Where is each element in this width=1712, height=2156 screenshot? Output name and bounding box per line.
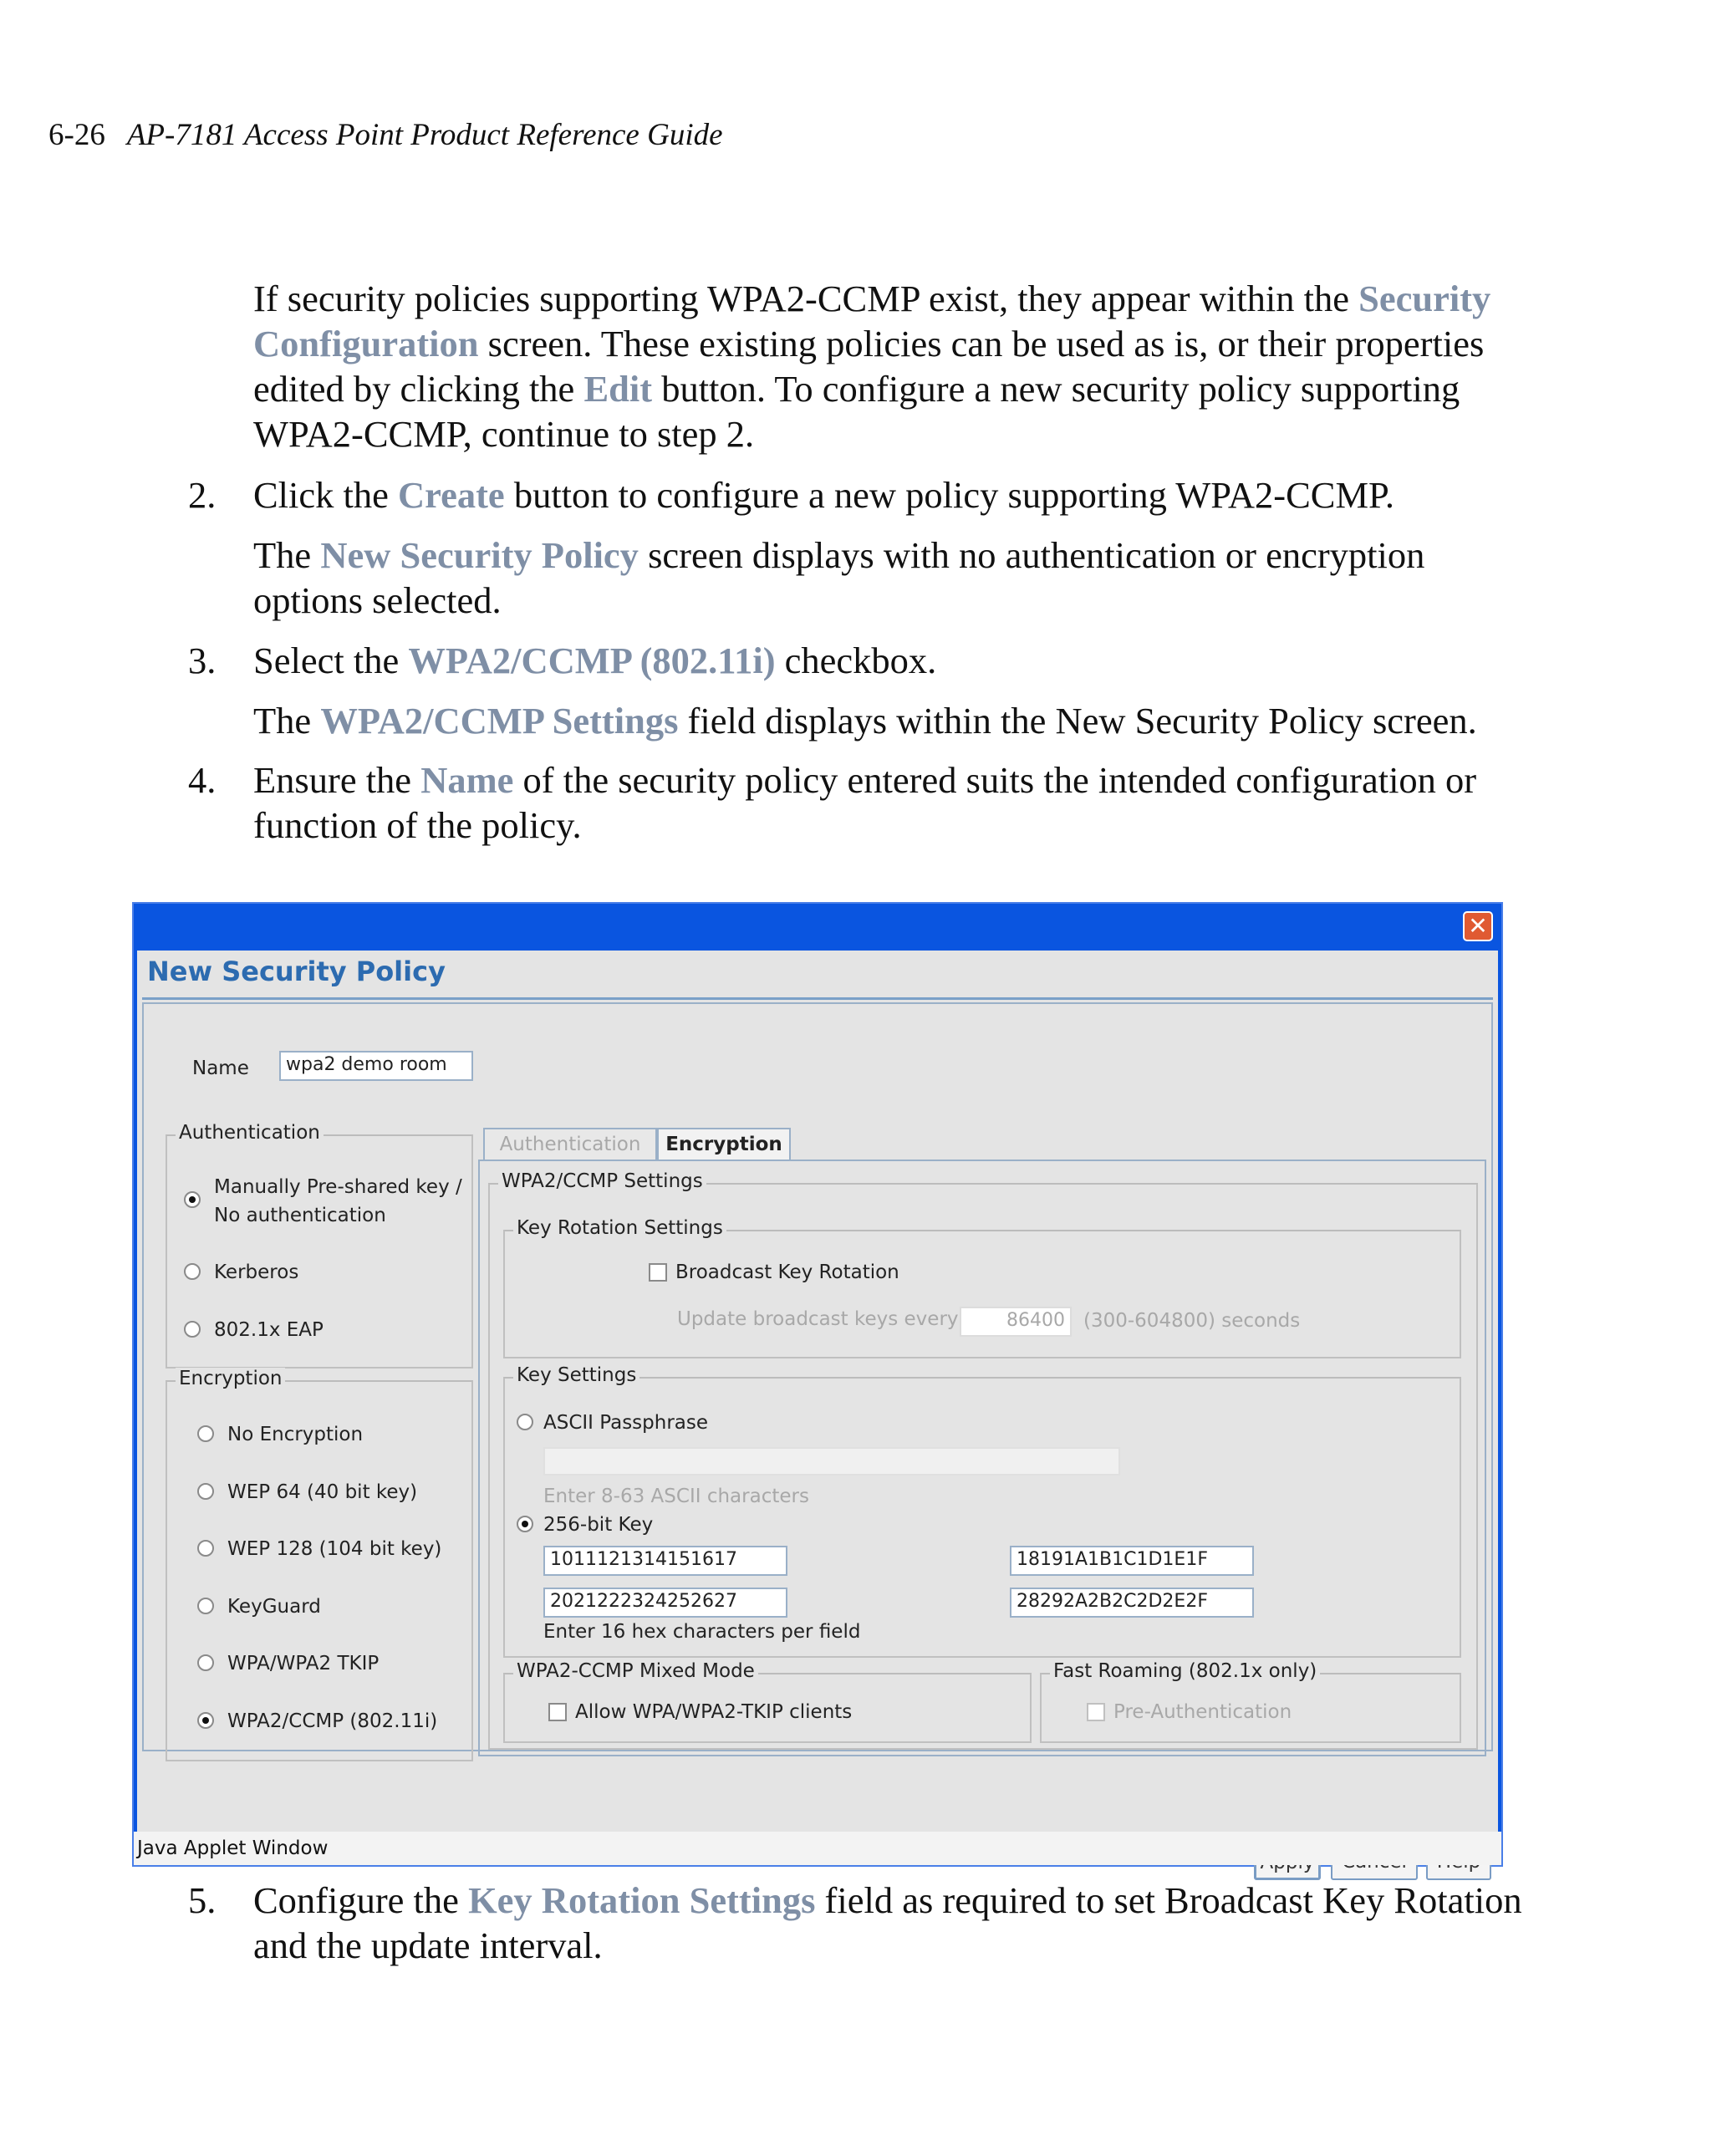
- hex-key-field-1[interactable]: 1011121314151617: [543, 1546, 787, 1576]
- step-number: 5.: [188, 1879, 217, 1921]
- wpa2-ccmp-radio[interactable]: [197, 1712, 214, 1729]
- security-policy-dialog: [132, 902, 1503, 1867]
- group-label: WPA2-CCMP Mixed Mode: [513, 1660, 758, 1682]
- broadcast-key-rotation-checkbox[interactable]: [649, 1263, 667, 1282]
- intro-text: If security policies supporting WPA2-CCMP exist, they appear within the: [253, 278, 1359, 319]
- tab-encryption[interactable]: Encryption: [657, 1128, 791, 1160]
- option-label: Broadcast Key Rotation: [675, 1261, 899, 1283]
- group-label: Authentication: [176, 1122, 324, 1144]
- key-rotation-group: [503, 1217, 1461, 1358]
- group-label: Key Rotation Settings: [513, 1217, 726, 1239]
- guide-title: AP-7181 Access Point Product Reference Guide: [126, 118, 723, 152]
- step-text: The: [253, 700, 321, 742]
- option-label: No Encryption: [227, 1424, 364, 1445]
- wpa2-ccmp-settings-group: [488, 1170, 1478, 1750]
- step-4-text: [253, 757, 1524, 848]
- eap-radio[interactable]: [184, 1321, 201, 1338]
- step-text: checkbox.: [775, 640, 937, 681]
- step-number: 3.: [188, 640, 217, 681]
- dialog-panel: [142, 1002, 1493, 1751]
- key-rotation-ref: Key Rotation Settings: [468, 1879, 816, 1921]
- option-label: 256-bit Key: [543, 1514, 654, 1536]
- step-2-detail: [253, 533, 1524, 623]
- option-label: WEP 128 (104 bit key): [227, 1538, 442, 1560]
- step-text: Click the: [253, 474, 399, 516]
- wpa2-settings-ref: WPA2/CCMP Settings: [320, 700, 679, 742]
- update-label: Update broadcast keys every: [677, 1308, 959, 1330]
- mixed-mode-group: [503, 1660, 1032, 1743]
- keyguard-radio[interactable]: [197, 1598, 214, 1614]
- encryption-group: [166, 1368, 473, 1761]
- name-ref: Name: [420, 759, 514, 801]
- group-label: WPA2/CCMP Settings: [498, 1170, 706, 1192]
- security-configuration-ref: Security Configuration: [253, 278, 1491, 364]
- ascii-passphrase-radio[interactable]: [517, 1414, 533, 1430]
- wpa2-ccmp-ref: WPA2/CCMP (802.11i): [408, 640, 776, 681]
- step-3-text: [253, 638, 1524, 683]
- step-text: Configure the: [253, 1879, 469, 1921]
- wep128-radio[interactable]: [197, 1540, 214, 1557]
- authentication-group: [166, 1122, 473, 1369]
- title-divider: [142, 997, 1493, 1000]
- step-2-text: [253, 472, 1524, 517]
- option-label: Allow WPA/WPA2-TKIP clients: [575, 1701, 853, 1723]
- step-text: Ensure the: [253, 759, 421, 801]
- option-label: No authentication: [214, 1205, 386, 1226]
- option-label: WEP 64 (40 bit key): [227, 1481, 418, 1503]
- option-label: WPA2/CCMP (802.11i): [227, 1710, 438, 1732]
- fast-roaming-group: [1040, 1660, 1461, 1743]
- ascii-passphrase-input[interactable]: [543, 1447, 1120, 1476]
- intro-text: button. To configure a new security policy supporting WPA2-CCMP, continue to step 2.: [253, 368, 1460, 455]
- tab-authentication[interactable]: Authentication: [483, 1128, 657, 1160]
- kerberos-radio[interactable]: [184, 1263, 201, 1280]
- hex-key-field-3[interactable]: 2021222324252627: [543, 1588, 787, 1618]
- name-label: Name: [192, 1058, 249, 1079]
- intro-text: screen. These existing policies can be used as is, or their properties edited by clicking the: [253, 323, 1485, 410]
- group-label: Encryption: [176, 1368, 285, 1389]
- page-number: 6-26: [48, 118, 105, 152]
- hex-key-field-4[interactable]: 28292A2B2C2D2E2F: [1010, 1588, 1254, 1618]
- step-number: 4.: [188, 759, 217, 801]
- page-header: [48, 117, 723, 153]
- update-range: (300-604800) seconds: [1083, 1310, 1301, 1332]
- status-bar: Java Applet Window: [134, 1832, 1501, 1865]
- step-text: of the security policy entered suits the intended configuration or function of the policy.: [253, 759, 1477, 846]
- wep64-radio[interactable]: [197, 1483, 214, 1500]
- ascii-hint: Enter 8-63 ASCII characters: [543, 1486, 809, 1507]
- update-interval-input[interactable]: 86400: [960, 1307, 1072, 1337]
- step-text: field displays within the New Security Policy screen.: [678, 700, 1477, 742]
- group-label: Key Settings: [513, 1364, 639, 1386]
- step-text: field as required to set Broadcast Key Rotation and the update interval.: [253, 1879, 1522, 1966]
- option-label: ASCII Passphrase: [543, 1412, 709, 1434]
- step-text: screen displays with no authentication or encryption options selected.: [253, 534, 1425, 621]
- create-ref: Create: [398, 474, 505, 516]
- allow-tkip-checkbox[interactable]: [548, 1703, 567, 1721]
- pre-auth-checkbox[interactable]: [1087, 1703, 1105, 1721]
- option-label: Pre-Authentication: [1113, 1701, 1292, 1723]
- dialog-title: New Security Policy: [147, 956, 446, 987]
- option-label: Manually Pre-shared key /: [214, 1176, 462, 1198]
- dialog-body: [137, 951, 1498, 1832]
- step-5-text: [253, 1878, 1524, 1968]
- option-label: Kerberos: [214, 1261, 299, 1283]
- group-label: Fast Roaming (802.1x only): [1050, 1660, 1320, 1682]
- option-label: WPA/WPA2 TKIP: [227, 1653, 380, 1674]
- hex-hint: Enter 16 hex characters per field: [543, 1621, 861, 1643]
- step-text: button to configure a new policy supporting WPA2-CCMP.: [504, 474, 1394, 516]
- step-number: 2.: [188, 474, 217, 516]
- option-label: 802.1x EAP: [214, 1319, 324, 1341]
- wpa-tkip-radio[interactable]: [197, 1654, 214, 1671]
- name-input[interactable]: wpa2 demo room: [279, 1051, 473, 1081]
- hex-key-field-2[interactable]: 18191A1B1C1D1E1F: [1010, 1546, 1254, 1576]
- option-label: KeyGuard: [227, 1596, 321, 1618]
- key-settings-group: [503, 1364, 1461, 1658]
- key-256-radio[interactable]: [517, 1516, 533, 1532]
- edit-ref: Edit: [583, 368, 653, 410]
- step-text: Select the: [253, 640, 409, 681]
- step-text: The: [253, 534, 321, 576]
- intro-paragraph: [253, 276, 1524, 456]
- close-icon[interactable]: ✕: [1463, 911, 1493, 941]
- no-encryption-radio[interactable]: [197, 1425, 214, 1442]
- encryption-tab-panel: [478, 1160, 1486, 1756]
- new-security-policy-ref: New Security Policy: [320, 534, 639, 576]
- step-3-detail: [253, 698, 1524, 743]
- manual-psk-radio[interactable]: [184, 1191, 201, 1208]
